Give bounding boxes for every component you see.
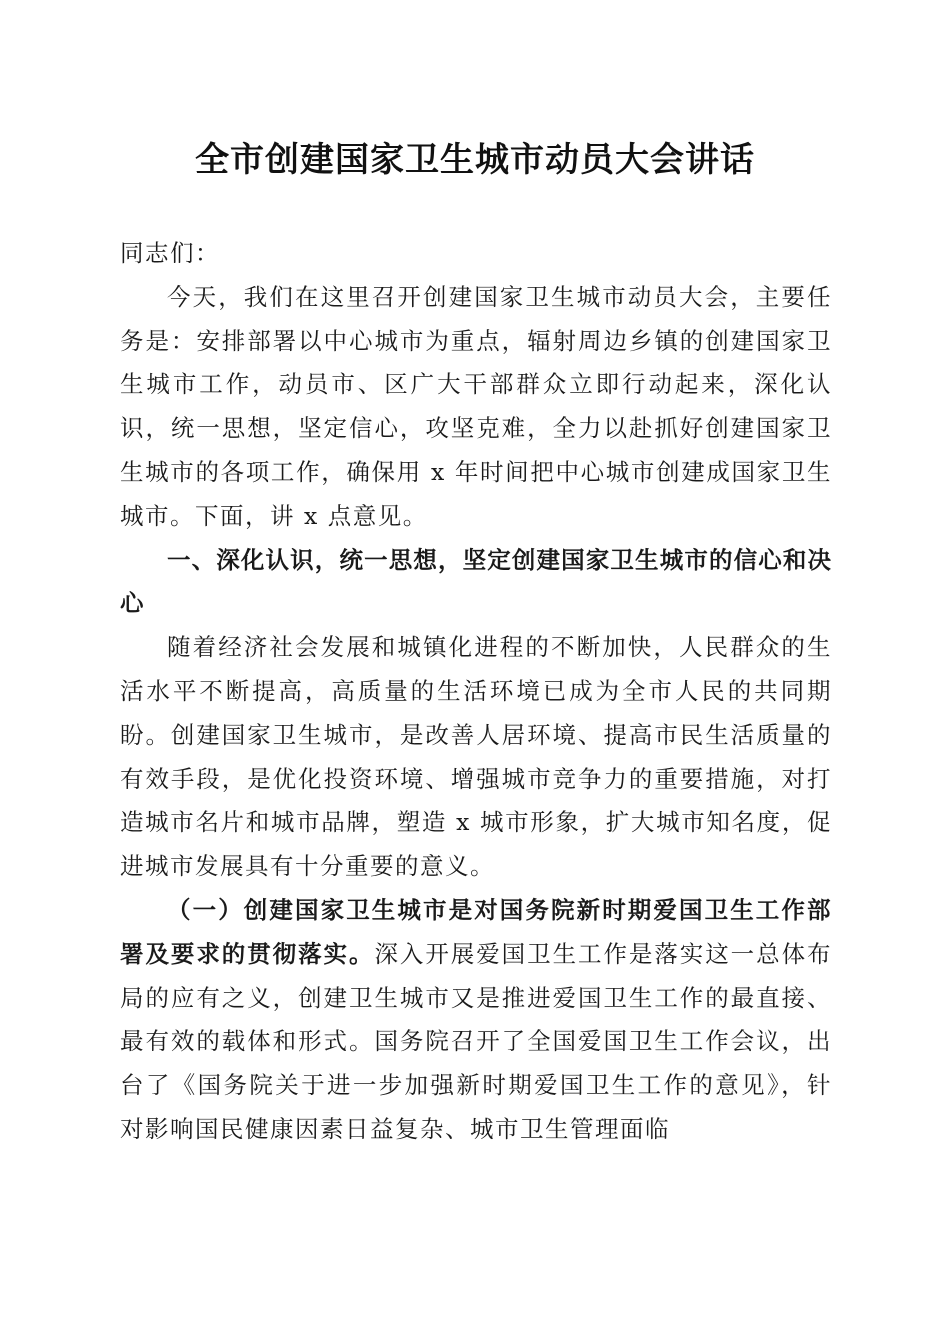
intro-paragraph: 今天，我们在这里召开创建国家卫生城市动员大会，主要任务是：安排部署以中心城市为重点，辐射周边乡镇的创建国家卫生城市工作，动员市、区广大干部群众立即行动起来，深化认识，统一思想，坚定信心，攻坚克难，全力以赴抓好创建国家卫生城市的各项工作，确保用 x 年时间把中心城市创建成国家卫生城市。下面，讲 x 点意见。 xyxy=(120,282,832,530)
subsection-heading: （一）创建国家卫生城市是对国务院新时期爱国卫生工作部署及要求的贯彻落实。 xyxy=(120,895,832,968)
document-title: 全市创建国家卫生城市动员大会讲话 xyxy=(195,140,755,180)
subsection-text: 深入开展爱国卫生工作是落实这一总体布局的应有之义，创建卫生城市又是推进爱国卫生工作的最直接、最有效的载体和形式。国务院召开了全国爱国卫生工作会议，出台了《国务院关于进一步加强新时期爱国卫生工作的意见》，针对影响国民健康因素日益复杂、城市卫生管理面临 xyxy=(120,939,833,1143)
subsection-paragraph xyxy=(120,889,832,1152)
document-body xyxy=(120,232,832,1152)
salutation: 同志们： xyxy=(120,239,220,267)
section-heading: 一、深化认识，统一思想，坚定创建国家卫生城市的信心和决心 xyxy=(120,545,832,618)
section-paragraph: 随着经济社会发展和城镇化进程的不断加快，人民群众的生活水平不断提高，高质量的生活环境已成为全市人民的共同期盼。创建国家卫生城市，是改善人居环境、提高市民生活质量的有效手段，是优化投资环境、增强城市竞争力的重要措施，对打造城市名片和城市品牌，塑造 x 城市形象，扩大城市知名度，促进城市发展具有十分重要的意义。 xyxy=(120,633,832,881)
